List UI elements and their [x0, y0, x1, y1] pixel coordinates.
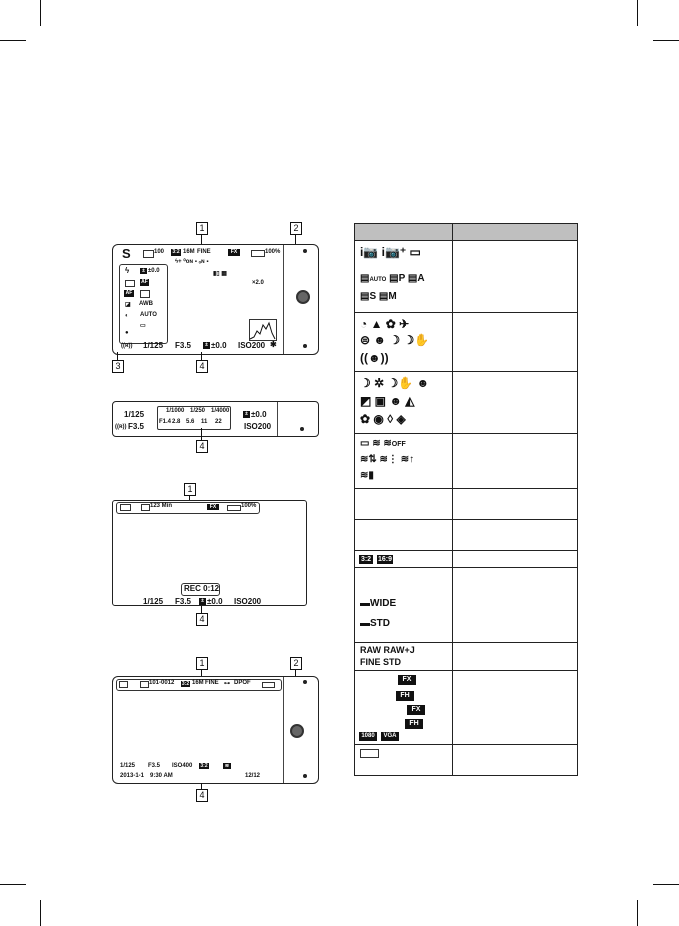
callout-line	[201, 352, 202, 360]
crop-mark	[637, 0, 638, 26]
callout-4: 4	[196, 360, 208, 373]
battery-level: 100%	[265, 249, 281, 255]
battery-icon	[360, 749, 379, 758]
drive-mode-icon	[125, 280, 135, 287]
battery-level: 100%	[241, 503, 257, 509]
wb-label: AWB	[139, 301, 153, 307]
camera-grip	[283, 677, 284, 783]
movie-format-icon: FX	[207, 504, 219, 510]
steady-icon: ●	[125, 330, 129, 336]
callout-4: 4	[196, 613, 208, 626]
row-scene-recognition	[355, 372, 453, 434]
callout-line	[117, 352, 118, 360]
camera-screen	[112, 676, 319, 784]
crop-mark	[40, 0, 41, 26]
aperture: F3.5	[148, 763, 161, 769]
card-icon	[140, 681, 149, 688]
face-icon	[140, 290, 150, 298]
exposure-value: ±0.0	[211, 341, 227, 350]
card-wifi-icons-2: ≋⇅ ≋⋮ ≋↑	[360, 454, 415, 465]
iso-value: ISO400	[172, 763, 193, 769]
shutter-speed: 1/125	[143, 597, 164, 606]
playback-icon	[119, 681, 128, 688]
camera-grip	[277, 402, 278, 436]
row-aspect-desc	[453, 551, 578, 568]
table-header-indication	[453, 224, 578, 241]
movie-fh-icon: FH	[396, 691, 414, 701]
panorama-wide: ▬WIDE	[360, 598, 397, 609]
aperture: F3.5	[175, 341, 192, 350]
film-mode-icons-2: ▤S ▤M	[360, 291, 397, 302]
grip-dot	[303, 344, 307, 348]
callout-4: 4	[196, 789, 208, 802]
grip-dot	[300, 427, 304, 431]
quality-raw: RAW RAW+J	[360, 645, 415, 655]
flash-icon: ϟ	[125, 266, 130, 275]
image-size: 16M	[192, 680, 204, 686]
row-quality	[355, 643, 453, 671]
folder-file: 101-0012	[149, 680, 175, 686]
icon-reference-table	[354, 223, 578, 776]
scene-icons-2: ⊜ ☻ ☽ ☽✋	[360, 333, 430, 347]
scale-bottom-5: 22	[215, 419, 222, 425]
aspect-32-icon: 3:2	[360, 556, 372, 563]
pe-icon: ▭	[140, 323, 146, 329]
image-size: 16M	[183, 249, 195, 255]
row-card-wifi-desc	[453, 434, 578, 489]
row-auto-modes-desc	[453, 241, 578, 313]
dpof-label: DPOF	[234, 680, 251, 686]
flash-status: ϟ+ ⁰ᴏɴ ▪ ₒɴ ▪	[175, 259, 209, 265]
quality-fine: FINE STD	[360, 657, 402, 667]
aperture: F3.5	[175, 597, 192, 606]
card-wifi-icons-3: ≋▮	[360, 470, 374, 481]
callout-4: 4	[196, 440, 208, 453]
exposure-value: ±0.0	[207, 597, 223, 606]
scale-bottom-2: 2.8	[172, 419, 181, 425]
scale-top-1: 1/1000	[166, 408, 185, 414]
crop-mark	[637, 900, 638, 926]
crop-mark	[653, 40, 679, 41]
card-wifi-icons-1: ▭ ≋ ≋OFF	[360, 438, 406, 449]
callout-3: 3	[112, 360, 124, 373]
scene-icons-1: ◔ ▲ ✿ ✈	[360, 317, 410, 331]
exposure-value: ±0.0	[251, 410, 267, 419]
image-count: 12/12	[245, 773, 261, 779]
row-blank-2	[355, 520, 453, 551]
shutter-speed: 1/125	[124, 410, 145, 419]
aperture: F3.5	[128, 422, 145, 431]
row-auto-modes	[355, 241, 453, 313]
iso-value: ISO200	[238, 341, 266, 350]
control-wheel	[290, 724, 304, 738]
recognition-icons-1: ☽ ✲ ☽✋ ☻	[360, 376, 430, 390]
row-aspect	[355, 551, 453, 568]
row-scene-modes	[355, 313, 453, 372]
movie-vga-icon: VGA	[381, 732, 399, 741]
scene-icons-3: ((☻))	[360, 351, 389, 365]
time: 9:30 AM	[150, 773, 173, 779]
card-icon	[141, 504, 150, 511]
callout-line	[295, 234, 296, 244]
panorama-std: ▬STD	[360, 618, 390, 629]
camera-grip	[283, 245, 284, 354]
row-scene-recognition-desc	[453, 372, 578, 434]
scale-top-2: 1/250	[190, 408, 206, 414]
battery-icon	[227, 505, 241, 511]
table-header-display	[355, 224, 453, 241]
intelligent-auto-icons: i📷 i📷⁺ ▭	[360, 245, 421, 259]
movie-fx-icon: FX	[398, 675, 416, 685]
callout-1: 1	[196, 222, 208, 235]
control-wheel	[296, 290, 310, 304]
row-panorama	[355, 568, 453, 643]
crop-mark	[0, 884, 26, 885]
mode-icon	[120, 504, 131, 511]
row-blank-2-desc	[453, 520, 578, 551]
row-battery-desc	[453, 745, 578, 776]
protect-icon: ⊶	[224, 681, 230, 687]
movie-1080-icon: 1080	[359, 732, 377, 741]
shutter-speed: 1/125	[143, 341, 164, 350]
callout-line	[201, 606, 202, 613]
crop-mark	[653, 884, 679, 885]
focus-icon: AF	[141, 279, 148, 285]
dro-icon: ◪	[125, 302, 131, 308]
shooting-mode: S	[122, 246, 131, 261]
zoom-label: ×2.0	[252, 280, 264, 286]
row-quality-desc	[453, 643, 578, 671]
exposure-icon: ±	[203, 342, 210, 349]
battery-icon	[251, 250, 265, 257]
movie-format-icon: FX	[228, 249, 240, 256]
aspect-icon: 3:2	[181, 681, 190, 687]
exposure-icon: ±	[243, 411, 250, 418]
scale-top-3: 1/4000	[211, 408, 230, 414]
aspect-169-icon: 16:9	[377, 556, 392, 563]
row-panorama-desc	[453, 568, 578, 643]
image-quality: FINE	[205, 680, 219, 686]
histogram-curve	[249, 319, 276, 340]
grip-dot	[303, 249, 307, 253]
callout-1: 1	[196, 657, 208, 670]
drive-icon: ▮▯ ▦	[213, 271, 227, 277]
exposure-icon: ±	[199, 598, 206, 605]
scale-bottom-3: 5.6	[186, 419, 195, 425]
row-card-wifi	[355, 434, 453, 489]
callout-line	[201, 428, 202, 440]
ae-lock-icon: ✱	[270, 340, 277, 349]
creative-icon: ◐	[125, 313, 129, 319]
row-blank-1-desc	[453, 489, 578, 520]
auto-icon: AUTO	[140, 312, 157, 318]
image-quality: FINE	[197, 249, 211, 255]
steadyshot-icon: ((ʀ))	[121, 343, 133, 349]
grip-dot	[303, 680, 307, 684]
callout-2: 2	[290, 222, 302, 235]
movie-fh-icon-2: FH	[405, 719, 423, 729]
grip-dot	[303, 774, 307, 778]
metering-icon: AF	[125, 290, 133, 296]
scale-bottom-4: 11	[201, 419, 208, 425]
row-movie-format	[355, 671, 453, 745]
row-blank-1	[355, 489, 453, 520]
rec-time: REC 0:12	[184, 584, 220, 593]
card-icon	[143, 250, 154, 258]
scale-bottom-1: F1.4	[159, 419, 172, 425]
row-battery	[355, 745, 453, 776]
aspect-icon: 3:2	[172, 249, 180, 255]
crop-mark	[0, 40, 26, 41]
aspect-icon: 3:2	[200, 763, 208, 769]
date: 2013-1-1	[120, 773, 145, 779]
callout-1: 1	[184, 483, 196, 496]
ev-icon: ±	[140, 268, 147, 274]
ev-value: ±0.0	[148, 268, 160, 274]
crop-mark	[40, 900, 41, 926]
recognition-icons-2: ◩ ▣ ☻ ◭	[360, 394, 415, 408]
movie-fx-icon-2: FX	[407, 705, 425, 715]
iso-value: ISO200	[244, 422, 272, 431]
wifi-icon: ≋	[224, 763, 230, 769]
film-mode-icons: ▤AUTO ▤P ▤A	[360, 273, 425, 284]
row-scene-modes-desc	[453, 313, 578, 372]
shutter-speed: 1/125	[120, 763, 136, 769]
card-count: 100	[154, 249, 165, 255]
callout-2: 2	[290, 657, 302, 670]
iso-value: ISO200	[234, 597, 262, 606]
recognition-icons-3: ✿ ◉ ◊ ◈	[360, 412, 406, 426]
steadyshot-icon: ((ʀ))	[115, 424, 127, 430]
remaining-time: 123 Min	[150, 503, 173, 509]
row-movie-format-desc	[453, 671, 578, 745]
battery-icon	[262, 682, 275, 688]
